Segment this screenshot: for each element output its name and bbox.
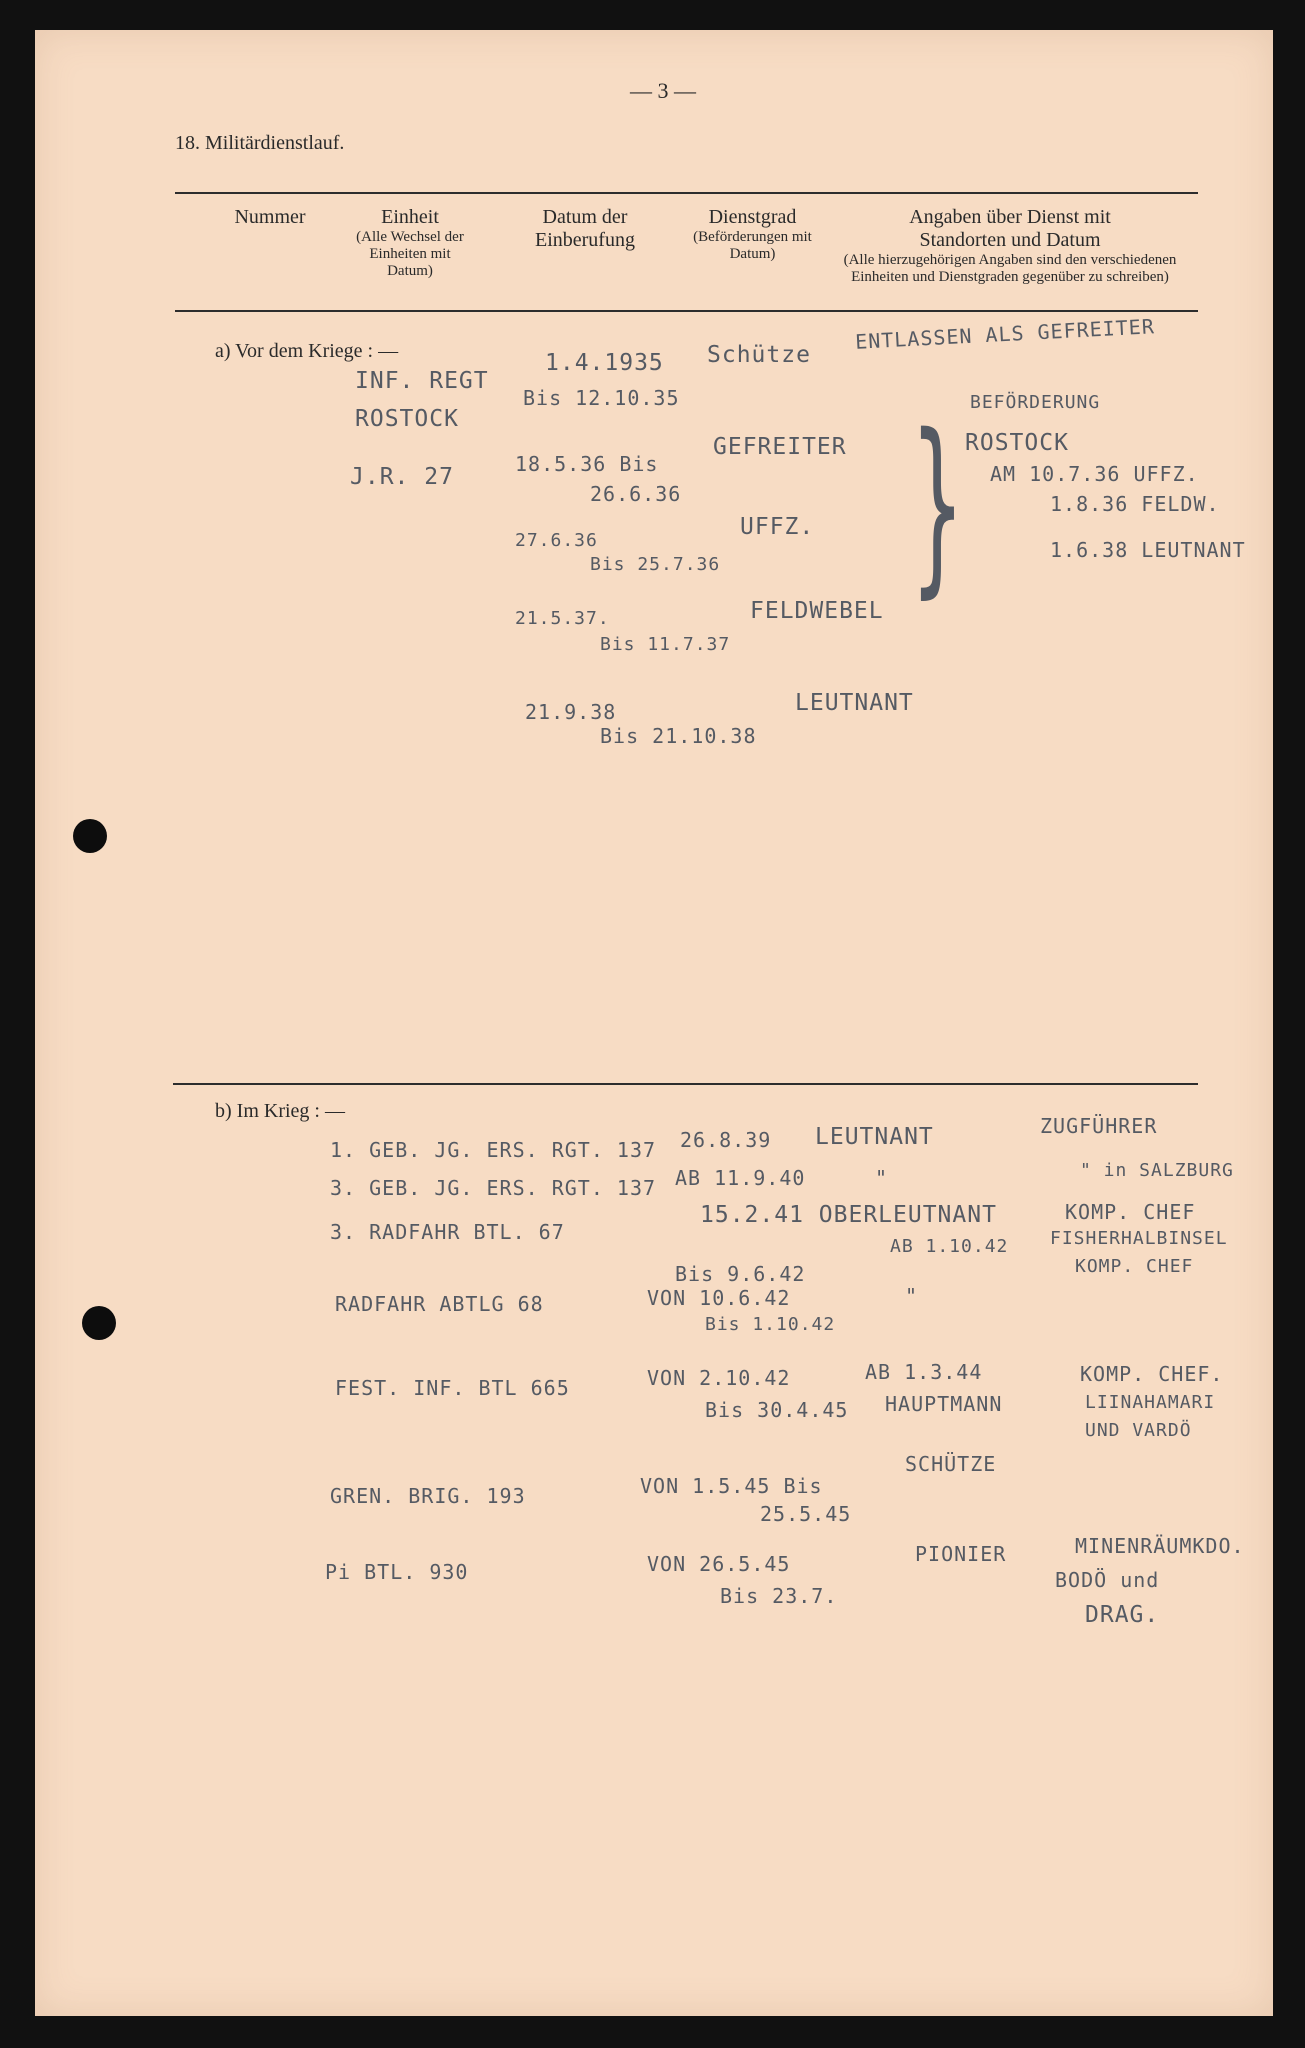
b-einheit-7: GREN. BRIG. 193	[330, 1484, 526, 1508]
header-nummer	[210, 206, 330, 229]
header-dienstgrad-note: (Beförderungen mit Datum)	[693, 229, 812, 262]
b-angaben-6: KOMP. CHEF.	[1080, 1362, 1224, 1386]
header-angaben	[835, 206, 1185, 286]
b-datum-7b: 25.5.45	[760, 1502, 852, 1526]
curly-brace-mark: {	[910, 394, 965, 615]
section-title: 18. Militärdienstlauf.	[175, 132, 345, 154]
b-einheit-8: Pi BTL. 930	[325, 1560, 469, 1584]
b-einheit-6: FEST. INF. BTL 665	[335, 1376, 570, 1400]
punch-hole-top	[73, 819, 107, 853]
header-datum-label: Datum der Einberufung	[535, 206, 635, 251]
header-einheit-note: (Alle Wechsel der Einheiten mit Datum)	[356, 229, 464, 279]
b-angaben-8c: DRAG.	[1085, 1602, 1160, 1628]
b-datum-8b: Bis 23.7.	[720, 1584, 838, 1608]
a-datum-2a: 18.5.36 Bis	[515, 452, 659, 476]
a-einheit-1b: ROSTOCK	[355, 406, 459, 432]
a-datum-1a: 1.4.1935	[545, 350, 664, 376]
header-dienstgrad-label: Dienstgrad	[708, 206, 797, 228]
document-page	[35, 30, 1273, 2016]
a-datum-5b: Bis 21.10.38	[600, 724, 757, 748]
b-angaben-4: KOMP. CHEF	[1075, 1256, 1194, 1277]
b-datum-4: Bis 9.6.42	[675, 1262, 806, 1286]
b-einheit-5: RADFAHR ABTLG 68	[335, 1292, 544, 1316]
a-dienstgrad-1: Schütze	[707, 342, 811, 368]
header-angaben-note: (Alle hierzugehörigen Angaben sind den verschiedenen Einheiten und Dienstgraden gegenüber zu schreiben)	[843, 252, 1177, 285]
b-angaben-3: KOMP. CHEF	[1065, 1200, 1196, 1224]
a-einheit-1a: INF. REGT	[355, 368, 489, 394]
punch-hole-bottom	[82, 1306, 116, 1340]
a-dienstgrad-3: UFFZ.	[740, 514, 815, 540]
header-dienstgrad	[685, 206, 820, 263]
header-top-rule	[175, 192, 1198, 194]
a-datum-3a: 27.6.36	[515, 530, 598, 551]
b-einheit-2: 3. GEB. JG. ERS. RGT. 137	[330, 1176, 657, 1200]
a-dienstgrad-5: LEUTNANT	[795, 690, 914, 716]
b-angaben-8: MINENRÄUMKDO.	[1075, 1534, 1245, 1558]
a-angaben-6: 1.6.38 LEUTNANT	[1050, 538, 1246, 562]
b-datum-2: AB 11.9.40	[675, 1166, 806, 1190]
b-datum-1: 26.8.39	[680, 1128, 772, 1152]
b-dienstgrad-5: "	[905, 1284, 919, 1308]
a-datum-5a: 21.9.38	[525, 700, 617, 724]
b-angaben-6c: UND VARDÖ	[1085, 1420, 1192, 1441]
header-nummer-label: Nummer	[234, 206, 306, 228]
section-divider-rule	[173, 1083, 1198, 1085]
b-datum-6: VON 2.10.42	[647, 1366, 791, 1390]
section-b-label: b) Im Krieg : —	[215, 1100, 345, 1122]
a-angaben-5: 1.8.36 FELDW.	[1050, 492, 1220, 516]
b-datum-3: 15.2.41 OBERLEUTNANT	[700, 1202, 997, 1228]
b-dienstgrad-6b: HAUPTMANN	[885, 1392, 1003, 1416]
b-einheit-3: 3. RADFAHR BTL. 67	[330, 1220, 565, 1244]
b-angaben-2: " in SALZBURG	[1080, 1160, 1234, 1181]
b-angaben-1: ZUGFÜHRER	[1040, 1114, 1158, 1138]
a-datum-1b: Bis 12.10.35	[523, 386, 680, 410]
section-a-label: a) Vor dem Kriege : —	[215, 340, 399, 362]
header-bottom-rule	[175, 310, 1198, 312]
b-dienstgrad-6: AB 1.3.44	[865, 1360, 983, 1384]
a-dienstgrad-4: FELDWEBEL	[750, 598, 884, 624]
header-angaben-label: Angaben über Dienst mit Standorten und Datum	[909, 206, 1111, 251]
b-datum-8: VON 26.5.45	[647, 1552, 791, 1576]
b-dienstgrad-1: LEUTNANT	[815, 1124, 934, 1150]
b-angaben-6b: LIINAHAMARI	[1085, 1392, 1216, 1413]
b-dienstgrad-2: "	[875, 1166, 889, 1190]
b-angaben-8b: BODÖ und	[1055, 1568, 1160, 1592]
a-dienstgrad-2: GEFREITER	[713, 434, 847, 460]
header-einheit	[350, 206, 470, 280]
a-datum-4a: 21.5.37.	[515, 608, 610, 629]
b-datum-5b: Bis 1.10.42	[705, 1314, 836, 1335]
a-datum-3b: Bis 25.7.36	[590, 554, 721, 575]
header-einheit-label: Einheit	[381, 206, 439, 228]
b-datum-3b: AB 1.10.42	[890, 1236, 1009, 1257]
header-datum	[515, 206, 655, 252]
a-einheit-2: J.R. 27	[350, 464, 454, 490]
b-angaben-3b: FISHERHALBINSEL	[1050, 1228, 1228, 1249]
a-angaben-3: ROSTOCK	[965, 430, 1069, 456]
a-datum-2b: 26.6.36	[590, 482, 682, 506]
b-einheit-1: 1. GEB. JG. ERS. RGT. 137	[330, 1138, 657, 1162]
b-datum-6b: Bis 30.4.45	[705, 1398, 849, 1422]
a-angaben-1: ENTLASSEN ALS GEFREITER	[854, 314, 1156, 354]
b-datum-5: VON 10.6.42	[647, 1286, 791, 1310]
b-datum-7: VON 1.5.45 Bis	[640, 1474, 823, 1498]
page-number: — 3 —	[630, 78, 696, 103]
a-angaben-2: BEFÖRDERUNG	[970, 392, 1101, 413]
a-angaben-4: AM 10.7.36 UFFZ.	[990, 462, 1199, 486]
b-dienstgrad-8: PIONIER	[915, 1542, 1007, 1566]
b-dienstgrad-7: SCHÜTZE	[905, 1452, 997, 1476]
a-datum-4b: Bis 11.7.37	[600, 634, 731, 655]
